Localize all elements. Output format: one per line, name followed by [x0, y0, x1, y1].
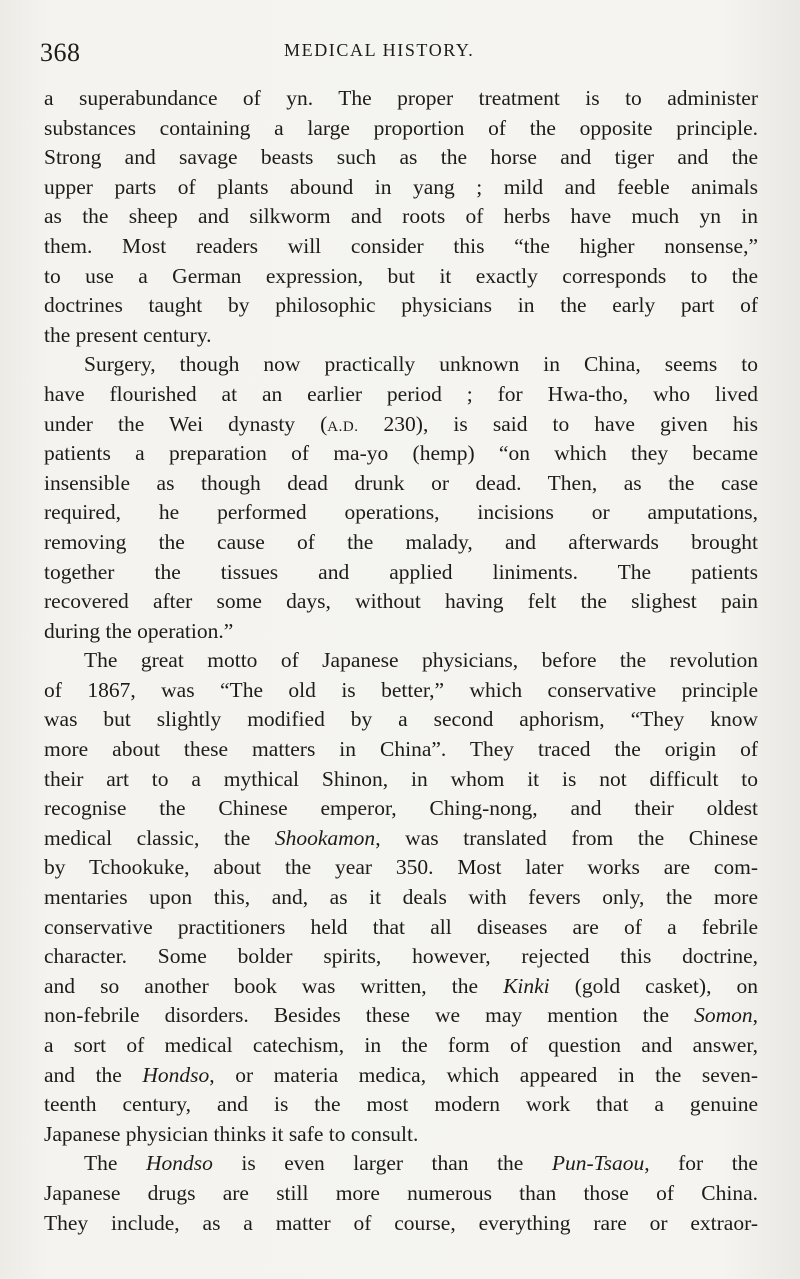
text-line: more about these matters in China”. They traced the origin of	[44, 737, 758, 762]
paragraph	[44, 1149, 758, 1238]
page-header	[40, 38, 760, 68]
text-line: as the sheep and silkworm and roots of herbs have much yn in	[44, 204, 758, 229]
text-line: substances containing a large proportion of the opposite principle.	[44, 115, 758, 140]
text-line: to use a German expression, but it exactly corresponds to the	[44, 263, 758, 288]
text-line: medical classic, the Shookamon, was translated from the Chinese	[44, 825, 758, 850]
text-line: of 1867, was “The old is better,” which conservative principle	[44, 677, 758, 702]
text-line: during the operation.”	[44, 618, 234, 643]
paragraph	[44, 646, 758, 1149]
paragraph	[44, 350, 758, 646]
text-line: upper parts of plants abound in yang ; mild and feeble animals	[44, 174, 758, 199]
text-line: removing the cause of the malady, and afterwards brought	[44, 529, 758, 554]
text-line: have flourished at an earlier period ; for Hwa-tho, who lived	[44, 381, 758, 406]
paragraph	[44, 84, 758, 350]
text-line: conservative practitioners held that all diseases are of a febrile	[44, 914, 758, 939]
text-line: They include, as a matter of course, everything rare or extraor-	[44, 1210, 758, 1235]
text-line: teenth century, and is the most modern work that a genuine	[44, 1092, 758, 1117]
text-line: The Hondso is even larger than the Pun-Tsaou, for the	[84, 1151, 758, 1176]
text-line: a sort of medical catechism, in the form of question and answer,	[44, 1033, 758, 1057]
text-line: by Tchookuke, about the year 350. Most later works are com-	[44, 855, 758, 880]
text-line: together the tissues and applied liniments. The patients	[44, 559, 758, 584]
text-line: Japanese physician thinks it safe to consult.	[44, 1121, 419, 1146]
text-line: recovered after some days, without having felt the slighest pain	[44, 589, 758, 614]
text-line: patients a preparation of ma-yo (hemp) “on which they became	[44, 441, 758, 466]
page-body	[44, 84, 758, 1238]
page-number: 368	[40, 38, 81, 67]
text-line: Japanese drugs are still more numerous than those of China.	[44, 1180, 758, 1205]
text-line: and so another book was written, the Kinki (gold casket), on	[44, 973, 758, 998]
text-line: character. Some bolder spirits, however, rejected this doctrine,	[44, 944, 758, 969]
text-line: the present century.	[44, 322, 212, 347]
text-line: and the Hondso, or materia medica, which appeared in the seven-	[44, 1062, 758, 1087]
text-line: was but slightly modified by a second aphorism, “They know	[44, 707, 758, 732]
text-line: them. Most readers will consider this “the higher nonsense,”	[44, 233, 758, 258]
text-line: required, he performed operations, incisions or amputations,	[44, 500, 758, 525]
text-line: a superabundance of yn. The proper treatment is to administer	[44, 86, 758, 110]
text-line: non-febrile disorders. Besides these we may mention the Somon,	[44, 1003, 758, 1028]
text-line: Surgery, though now practically unknown in China, seems to	[84, 352, 758, 377]
text-line: insensible as though dead drunk or dead. Then, as the case	[44, 470, 758, 495]
text-line: Strong and savage beasts such as the horse and tiger and the	[44, 145, 758, 170]
running-head: MEDICAL HISTORY.	[284, 40, 475, 60]
text-line: their art to a mythical Shinon, in whom it is not difficult to	[44, 766, 758, 791]
text-line: recognise the Chinese emperor, Ching-nong, and their oldest	[44, 796, 758, 821]
text-line: under the Wei dynasty (A.D. 230), is said to have given his	[44, 411, 758, 436]
text-line: mentaries upon this, and, as it deals with fevers only, the more	[44, 885, 758, 910]
text-line: The great motto of Japanese physicians, before the revolution	[84, 648, 758, 673]
text-line: doctrines taught by philosophic physicians in the early part of	[44, 293, 758, 318]
